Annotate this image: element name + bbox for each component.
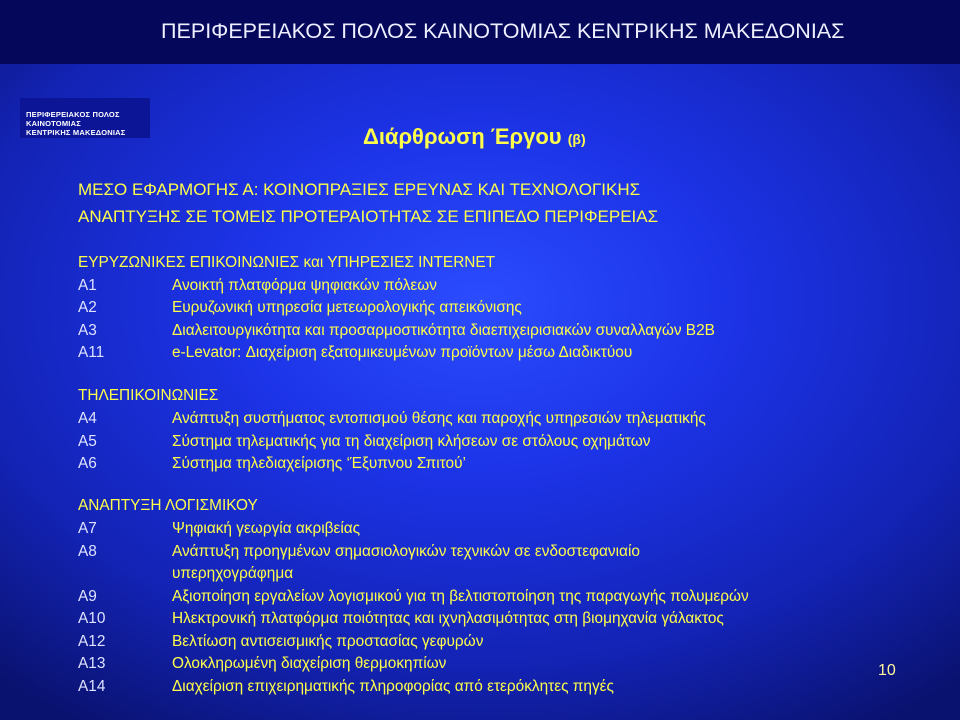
item-text: e-Levator: Διαχείριση εξατομικευμένων προϊόντων μέσω Διαδικτύου	[172, 344, 633, 361]
section-heading-telecom: ΤΗΛΕΠΙΚΟΙΝΩΝΙΕΣ	[78, 387, 219, 404]
item-text: Βελτίωση αντισεισμικής προστασίας γεφυρών	[172, 633, 484, 650]
item-code: Α14	[78, 678, 106, 695]
measure-title-line-2: ΑΝΑΠΤΥΞΗΣ ΣΕ ΤΟΜΕΙΣ ΠΡΟΤΕΡΑΙΟΤΗΤΑΣ ΣΕ ΕΠΙΠΕΔΟ ΠΕΡΙΦΕΡΕΙΑΣ	[78, 207, 659, 226]
item-text: Ολοκληρωμένη διαχείριση θερμοκηπίων	[172, 655, 447, 672]
item-code: Α12	[78, 633, 106, 650]
page-number: 10	[878, 662, 896, 679]
item-code: Α9	[78, 588, 97, 605]
item-code: Α13	[78, 655, 106, 672]
measure-title-line-1: ΜΕΣΟ ΕΦΑΡΜΟΓΗΣ Α: ΚΟΙΝΟΠΡΑΞΙΕΣ ΕΡΕΥΝΑΣ ΚΑΙ ΤΕΧΝΟΛΟΓΙΚΗΣ	[78, 180, 641, 199]
item-text: Ευρυζωνική υπηρεσία μετεωρολογικής απεικόνισης	[172, 299, 522, 316]
item-code: Α10	[78, 610, 106, 627]
item-text: Ανάπτυξη προηγμένων σημασιολογικών τεχνικών σε ενδοστεφανιαίο	[172, 543, 640, 560]
header-title: ΠΕΡΙΦΕΡΕΙΑΚΟΣ ΠΟΛΟΣ ΚΑΙΝΟΤΟΜΙΑΣ ΚΕΝΤΡΙΚΗΣ ΜΑΚΕΔΟΝΙΑΣ	[161, 19, 845, 43]
header-bar	[0, 0, 960, 64]
slide-title	[363, 124, 586, 150]
slide-title-text: Διάρθρωση Έργου	[363, 124, 562, 149]
item-text: Ηλεκτρονική πλατφόρμα ποιότητας και ιχνηλασιμότητας στη βιομηχανία γάλακτος	[172, 610, 724, 627]
item-text: Ανάπτυξη συστήματος εντοπισμού θέσης και παροχής υπηρεσιών τηλεματικής	[172, 410, 706, 427]
item-text: Διαλειτουργικότητα και προσαρμοστικότητα διαεπιχειρισιακών συναλλαγών Β2Β	[172, 322, 715, 339]
item-code: Α7	[78, 520, 97, 537]
item-text: Σύστημα τηλεδιαχείρισης ‘Έξυπνου Σπιτού’	[172, 455, 466, 472]
logo-line-3: ΚΕΝΤΡΙΚΗΣ ΜΑΚΕΔΟΝΙΑΣ	[26, 128, 126, 137]
item-code: Α8	[78, 543, 97, 560]
item-code: Α2	[78, 299, 97, 316]
section-heading-broadband: ΕΥΡΥΖΩΝΙΚΕΣ ΕΠΙΚΟΙΝΩΝΙΕΣ και ΥΠΗΡΕΣΙΕΣ INTERNET	[78, 254, 496, 271]
item-code: Α11	[78, 344, 105, 361]
item-code: Α4	[78, 410, 97, 427]
item-text: Ψηφιακή γεωργία ακριβείας	[172, 520, 361, 537]
item-text: Διαχείριση επιχειρηματικής πληροφορίας από ετερόκλητες πηγές	[172, 678, 614, 695]
section-heading-software: ΑΝΑΠΤΥΞΗ ΛΟΓΙΣΜΙΚΟΥ	[78, 497, 258, 514]
item-text: υπερηχογράφημα	[172, 565, 294, 582]
logo	[20, 98, 150, 138]
logo-line-2: ΚΑΙΝΟΤΟΜΙΑΣ	[26, 119, 81, 128]
item-text: Αξιοποίηση εργαλείων λογισμικού για τη βελτιστοποίηση της παραγωγής πολυμερών	[172, 588, 749, 605]
measure-title	[78, 176, 658, 230]
item-code: Α6	[78, 455, 97, 472]
slide-subtitle: (β)	[567, 131, 586, 147]
item-text: Σύστημα τηλεματικής για τη διαχείριση κλήσεων σε στόλους οχημάτων	[172, 433, 651, 450]
item-text: Ανοικτή πλατφόρμα ψηφιακών πόλεων	[172, 277, 437, 294]
logo-line-1: ΠΕΡΙΦΕΡΕΙΑΚΟΣ ΠΟΛΟΣ	[26, 110, 120, 119]
item-code: Α5	[78, 433, 97, 450]
item-code: Α3	[78, 322, 97, 339]
item-code: Α1	[78, 277, 97, 294]
